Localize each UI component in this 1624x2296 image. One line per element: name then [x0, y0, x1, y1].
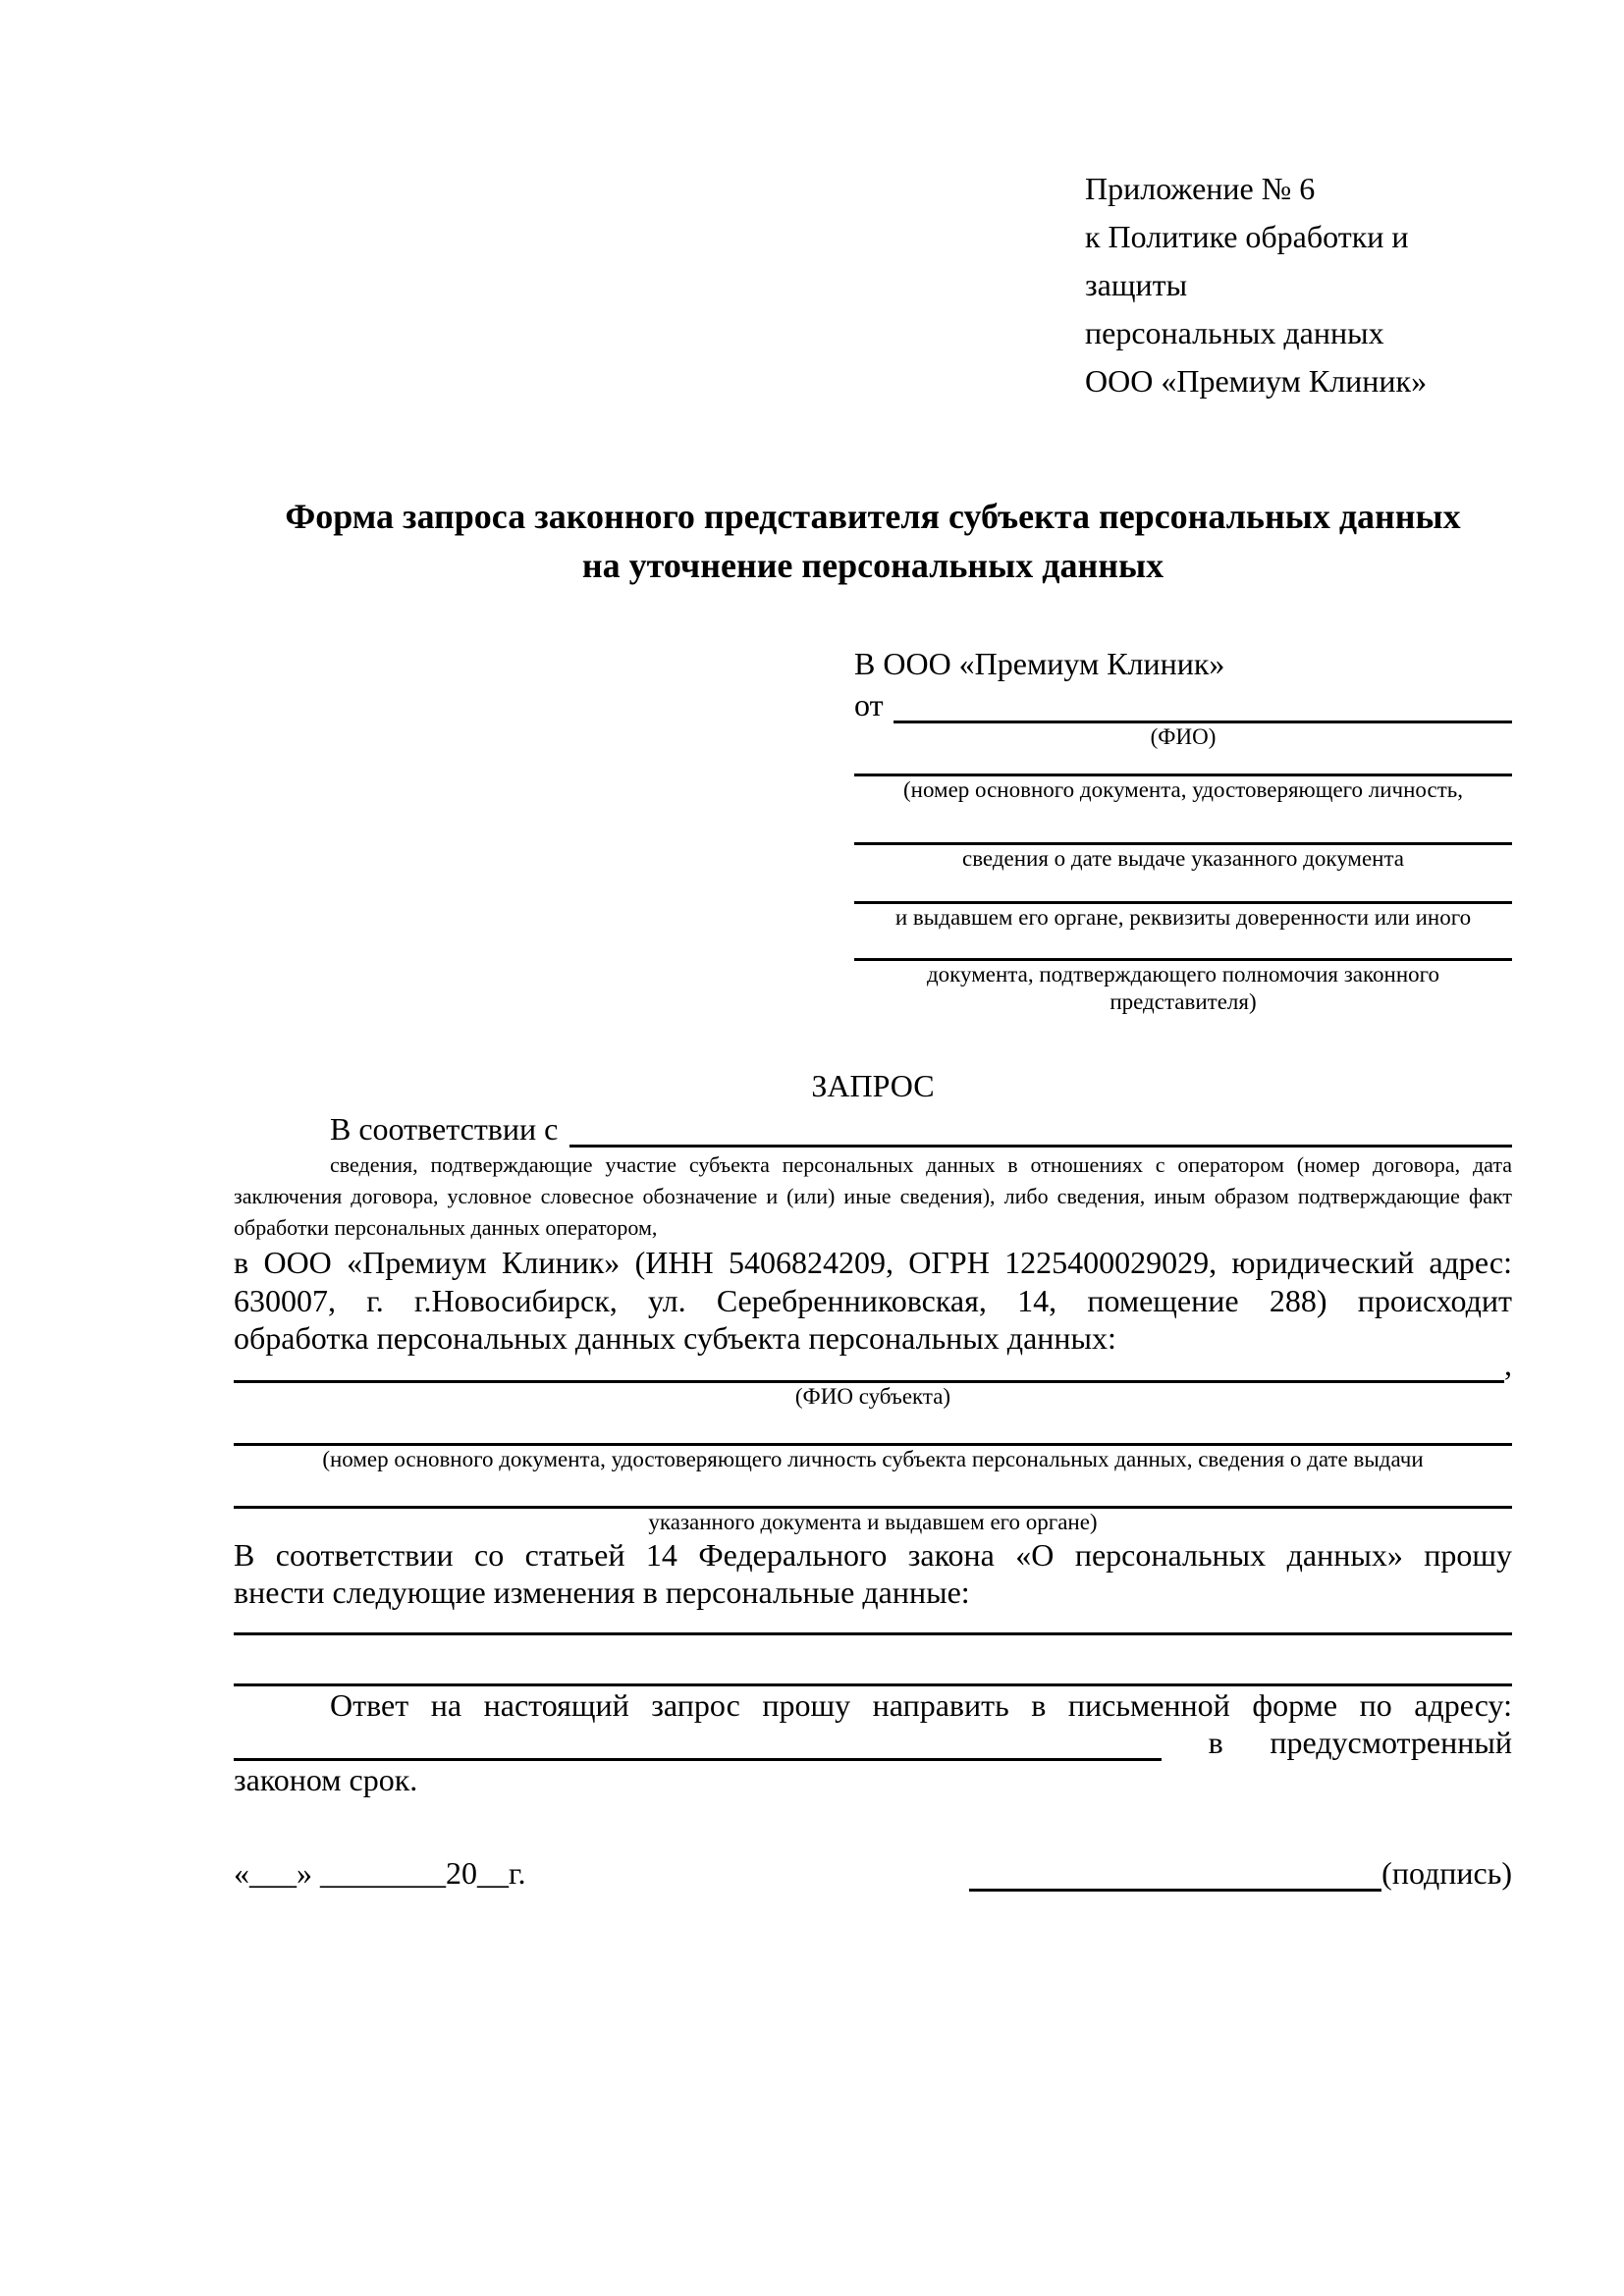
representative-doc-caption-2: сведения о дате выдаче указанного документа: [961, 846, 1405, 871]
signature-caption: (подпись): [1381, 1854, 1512, 1891]
representative-doc-blank-line-4: [854, 932, 1512, 961]
intro-line: [234, 1110, 1512, 1148]
date-field: «___» ________20__г.: [234, 1854, 526, 1891]
subject-fio-caption: (ФИО субъекта): [794, 1383, 951, 1409]
law-paragraph-line1: В соответствии со статьей 14 Федерального закона «О персональных данных» прошу: [234, 1536, 1512, 1573]
representative-doc-caption-1: (номер основного документа, удостоверяющего личность,: [902, 777, 1463, 802]
subject-doc-blank-line-2: [234, 1473, 1512, 1509]
document-title-line1: Форма запроса законного представителя субъекта персональных данных: [285, 497, 1461, 536]
intro-note-line2: заключения договора, условное словесное обозначение и (или) иные сведения), либо сведения, иным образом подтверждающие факт: [234, 1184, 1512, 1208]
law-paragraph: [234, 1536, 1512, 1612]
operator-paragraph-line3: обработка персональных данных субъекта персональных данных:: [234, 1320, 1116, 1356]
appendix-policy-line2: персональных данных: [1085, 315, 1384, 350]
intro-note-line1: сведения, подтверждающие участие субъекта персональных данных в отношениях с оператором (номер договора, дата: [330, 1152, 1512, 1177]
representative-doc-blank-line-3: [854, 873, 1512, 904]
intro-note: [234, 1149, 1512, 1244]
subject-doc-caption-2: указанного документа и выдавшем его органе): [648, 1509, 1098, 1534]
document-title: [234, 492, 1512, 590]
subject-fio-comma: ,: [1504, 1346, 1512, 1382]
representative-doc-caption-4: документа, подтверждающего полномочия законного представителя): [926, 962, 1439, 1014]
changes-blank-line-2: [234, 1635, 1512, 1686]
subject-doc-caption-1: (номер основного документа, удостоверяющего личность субъекта персональных данных, сведения о дате выдачи: [322, 1446, 1424, 1471]
document-title-line2: на уточнение персональных данных: [581, 546, 1164, 585]
subject-fio-line: [234, 1346, 1512, 1383]
appendix-header: [1085, 0, 1512, 405]
answer-paragraph: [234, 1686, 1512, 1799]
answer-word-predusmotrenny: предусмотренный: [1270, 1724, 1512, 1760]
law-paragraph-line2: внести следующие изменения в персональные данные:: [234, 1575, 970, 1610]
appendix-number: Приложение № 6: [1085, 171, 1316, 206]
from-label: от: [854, 687, 884, 722]
addressee-block: [854, 645, 1512, 1016]
footer: [234, 1854, 1512, 1892]
intro-note-line3: обработки персональных данных оператором,: [234, 1215, 658, 1240]
answer-paragraph-line1: Ответ на настоящий запрос прошу направить в письменной форме по адресу:: [330, 1686, 1512, 1723]
answer-address-line: [234, 1724, 1512, 1761]
representative-doc-blank-line-1: [854, 751, 1512, 776]
request-heading: ЗАПРОС: [811, 1068, 935, 1103]
operator-paragraph: [234, 1244, 1512, 1358]
signature-blank-line: [969, 1854, 1381, 1892]
representative-doc-blank-line-2: [854, 804, 1512, 845]
answer-address-blank-line: [234, 1724, 1162, 1761]
representative-doc-caption-3: и выдавшем его органе, реквизиты доверенности или иного: [894, 905, 1472, 930]
operator-paragraph-line1: в ООО «Премиум Клиник» (ИНН 5406824209, ОГРН 1225400029029, юридический адрес:: [234, 1245, 1512, 1280]
changes-blank-line-1: [234, 1612, 1512, 1635]
intro-label: В соответствии с: [330, 1111, 559, 1147]
intro-blank-line: [569, 1110, 1512, 1148]
appendix-company: ООО «Премиум Клиник»: [1085, 363, 1428, 399]
from-line: [854, 686, 1512, 723]
fio-caption: (ФИО): [1150, 724, 1217, 749]
appendix-policy-line1: к Политике обработки и защиты: [1085, 219, 1409, 302]
document-content: [234, 0, 1512, 1892]
answer-paragraph-line3: законом срок.: [234, 1762, 418, 1797]
answer-word-v: в: [1208, 1724, 1223, 1760]
addressee-to: В ООО «Премиум Клиник»: [854, 646, 1225, 681]
from-blank-line: [893, 686, 1512, 723]
operator-paragraph-line2: 630007, г. г.Новосибирск, ул. Серебренниковская, 14, помещение 288) происходит: [234, 1282, 1512, 1318]
subject-doc-blank-line-1: [234, 1411, 1512, 1446]
subject-fio-blank-line: [234, 1358, 1504, 1383]
